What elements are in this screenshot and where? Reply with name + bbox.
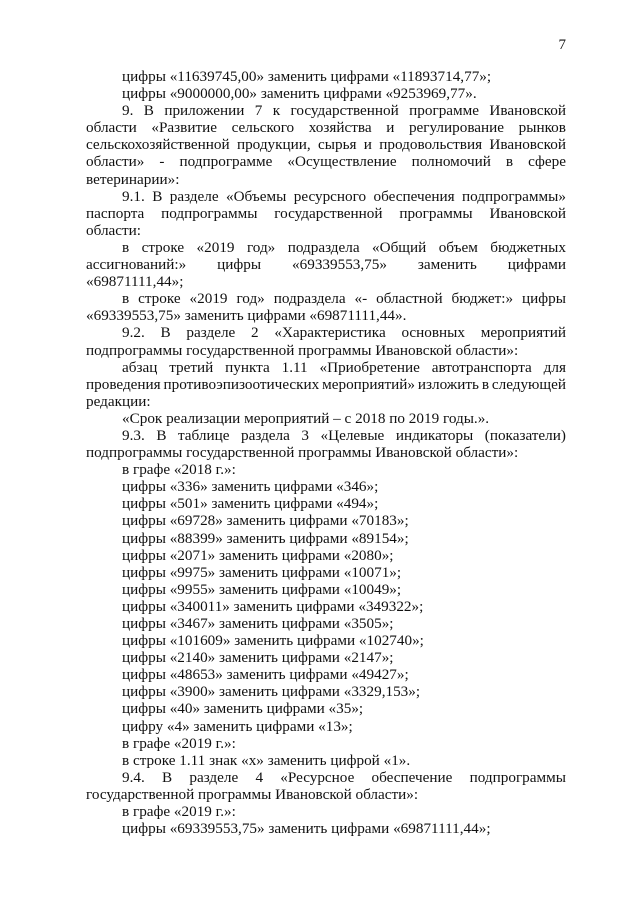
text-line — [86, 136, 566, 153]
word: цифры — [217, 256, 262, 274]
text-line: цифры «69339553,75» заменить цифрами «69871111,44»; — [122, 820, 491, 838]
text-line: ветеринарии»: — [86, 170, 180, 188]
word: подпрограммы — [469, 768, 566, 786]
text-line: цифры «9975» заменить цифрами «10071»; — [122, 563, 402, 581]
word: ресурсного — [293, 187, 367, 205]
word: «Приобретение — [319, 358, 420, 376]
text-line: в графе «2019 г.»: — [122, 734, 236, 752]
text-line: цифры «11639745,00» заменить цифрами «11893714,77»; — [122, 68, 492, 85]
text-line: редакции: — [86, 392, 151, 410]
word: «Осуществление — [287, 153, 397, 171]
word: области» — [86, 153, 145, 171]
document-body — [86, 68, 566, 837]
word: ассигнований:» — [86, 256, 187, 274]
word: «2019 — [189, 290, 228, 308]
word: «2019 — [196, 238, 235, 256]
word: 9.1. — [122, 187, 145, 205]
word: Ивановской — [489, 102, 566, 120]
word: 9.4. — [122, 768, 145, 786]
text-line: цифры «69728» заменить цифрами «70183»; — [122, 512, 409, 530]
word: хозяйства — [308, 119, 372, 137]
word: проведения — [86, 375, 161, 393]
word: государственной — [274, 204, 383, 222]
text-line — [86, 769, 566, 786]
word: 9. — [122, 102, 134, 120]
text-line: области: — [86, 221, 141, 239]
text-line: цифры «9000000,00» заменить цифрами «9253969,77». — [122, 85, 477, 103]
text-line — [86, 376, 566, 393]
word: и — [386, 119, 395, 137]
word: заменить — [417, 256, 477, 274]
word: «Ресурсное — [280, 768, 355, 786]
word: 9.3. — [122, 426, 145, 444]
word: продовольствия — [379, 136, 483, 154]
word: 1.11 — [281, 358, 308, 376]
text-line: «69871111,44»; — [86, 273, 184, 291]
word: Ивановской — [489, 136, 566, 154]
word: сырья — [318, 136, 357, 154]
word: разделе — [186, 324, 236, 342]
word: в — [481, 375, 490, 393]
word: 2 — [251, 324, 259, 342]
word: обеспечение — [371, 768, 453, 786]
word: 7 — [254, 102, 263, 120]
word: «Развитие — [151, 119, 217, 137]
word: 3 — [301, 426, 309, 444]
word: сельского — [231, 119, 295, 137]
text-line — [86, 290, 566, 307]
word: раздела — [241, 426, 290, 444]
word: сельскохозяйственной — [86, 136, 230, 154]
word: пункта — [225, 358, 270, 376]
text-line: в графе «2019 г.»: — [122, 803, 236, 821]
word: 4 — [255, 768, 264, 786]
word: год» — [246, 238, 276, 256]
text-line: цифры «88399» заменить цифрами «89154»; — [122, 529, 409, 547]
text-line: «Срок реализации мероприятий – с 2018 по 2019 годы.». — [122, 409, 490, 427]
word: рынков — [518, 119, 566, 137]
word: бюджет:» — [451, 290, 514, 308]
word: противоэпизоотических — [163, 375, 320, 393]
word: В — [162, 768, 173, 786]
text-line — [86, 324, 566, 341]
word: и — [363, 136, 372, 154]
text-line: цифры «40» заменить цифрами «35»; — [122, 700, 364, 718]
word: «Общий — [372, 238, 427, 256]
text-line: цифры «101609» заменить цифрами «102740»; — [122, 632, 424, 650]
word: подпрограмме — [179, 153, 273, 171]
text-line — [86, 239, 566, 256]
word: в — [122, 290, 130, 308]
word: (показатели) — [484, 426, 566, 444]
word: 9.2. — [122, 324, 145, 342]
word: к — [272, 102, 281, 120]
text-line: цифры «3467» заменить цифрами «3505»; — [122, 615, 394, 632]
word: разделе — [169, 187, 219, 205]
text-line: в строке 1.11 знак «х» заменить цифрой «1». — [122, 751, 411, 769]
word: в — [505, 153, 514, 171]
word: подраздела — [273, 290, 346, 308]
word: подпрограммы» — [462, 187, 566, 205]
word: В — [152, 187, 163, 205]
word: мероприятий» — [322, 375, 416, 393]
word: основных — [401, 324, 465, 342]
text-line — [86, 102, 566, 119]
text-line: цифру «4» заменить цифрами «13»; — [122, 717, 353, 735]
word: в — [122, 238, 130, 256]
text-line: цифры «340011» заменить цифрами «349322»; — [122, 597, 424, 615]
word: подраздела — [287, 238, 360, 256]
word: подпрограммы — [161, 204, 258, 222]
text-line: «69339553,75» заменить цифрами «69871111,44». — [86, 307, 407, 325]
text-line: цифры «2071» заменить цифрами «2080»; — [122, 546, 394, 564]
text-line — [86, 153, 566, 170]
word: индикаторы — [395, 426, 474, 444]
word: третий — [169, 358, 214, 376]
word: полномочий — [411, 153, 491, 171]
text-line: государственной программы Ивановской области»: — [86, 785, 419, 803]
word: программе — [409, 102, 480, 120]
word: Ивановской — [489, 204, 566, 222]
word: сфере — [528, 153, 566, 171]
word: В — [143, 102, 154, 120]
word: - — [159, 153, 165, 171]
word: цифрами — [507, 256, 566, 274]
text-line — [86, 427, 566, 444]
word: приложении — [164, 102, 245, 120]
text-line: цифры «2140» заменить цифрами «2147»; — [122, 649, 394, 667]
text-line: цифры «9955» заменить цифрами «10049»; — [122, 580, 402, 598]
word: для — [543, 358, 566, 376]
word: обеспечения — [373, 187, 455, 205]
word: программы — [399, 204, 473, 222]
text-line: цифры «501» заменить цифрами «494»; — [122, 495, 379, 513]
page-number: 7 — [558, 37, 566, 53]
word: «Объемы — [226, 187, 287, 205]
text-line: цифры «336» заменить цифрами «346»; — [122, 478, 379, 496]
word: «Характеристика — [274, 324, 386, 342]
word: «69339553,75» — [292, 256, 387, 274]
word: «- — [354, 290, 368, 308]
word: строке — [138, 290, 181, 308]
text-line: в графе «2018 г.»: — [122, 461, 236, 479]
text-line — [86, 359, 566, 376]
text-line — [86, 119, 566, 136]
text-line — [86, 188, 566, 205]
word: области — [86, 119, 137, 137]
text-line — [86, 256, 566, 273]
word: изложить — [417, 375, 479, 393]
word: разделе — [189, 768, 239, 786]
word: В — [160, 324, 171, 342]
text-line: цифры «48653» заменить цифрами «49427»; — [122, 666, 409, 684]
text-line: подпрограммы государственной программы Ивановской области»: — [86, 444, 519, 462]
word: мероприятий — [480, 324, 566, 342]
text-line: подпрограммы государственной программы Ивановской области»: — [86, 341, 519, 359]
word: «Целевые — [320, 426, 385, 444]
text-line: цифры «3900» заменить цифрами «3329,153»; — [122, 683, 421, 701]
word: государственной — [290, 102, 399, 120]
word: паспорта — [86, 204, 145, 222]
word: В — [156, 426, 167, 444]
word: областной — [376, 290, 443, 308]
word: год» — [236, 290, 265, 308]
word: следующей — [491, 375, 566, 393]
word: таблице — [177, 426, 230, 444]
word: цифры — [522, 290, 566, 308]
word: продукции, — [236, 136, 311, 154]
word: бюджетных — [490, 238, 566, 256]
word: автотранспорта — [431, 358, 532, 376]
word: регулирование — [408, 119, 505, 137]
word: объем — [438, 238, 478, 256]
word: абзац — [122, 358, 158, 376]
word: строке — [141, 238, 185, 256]
text-line — [86, 205, 566, 222]
